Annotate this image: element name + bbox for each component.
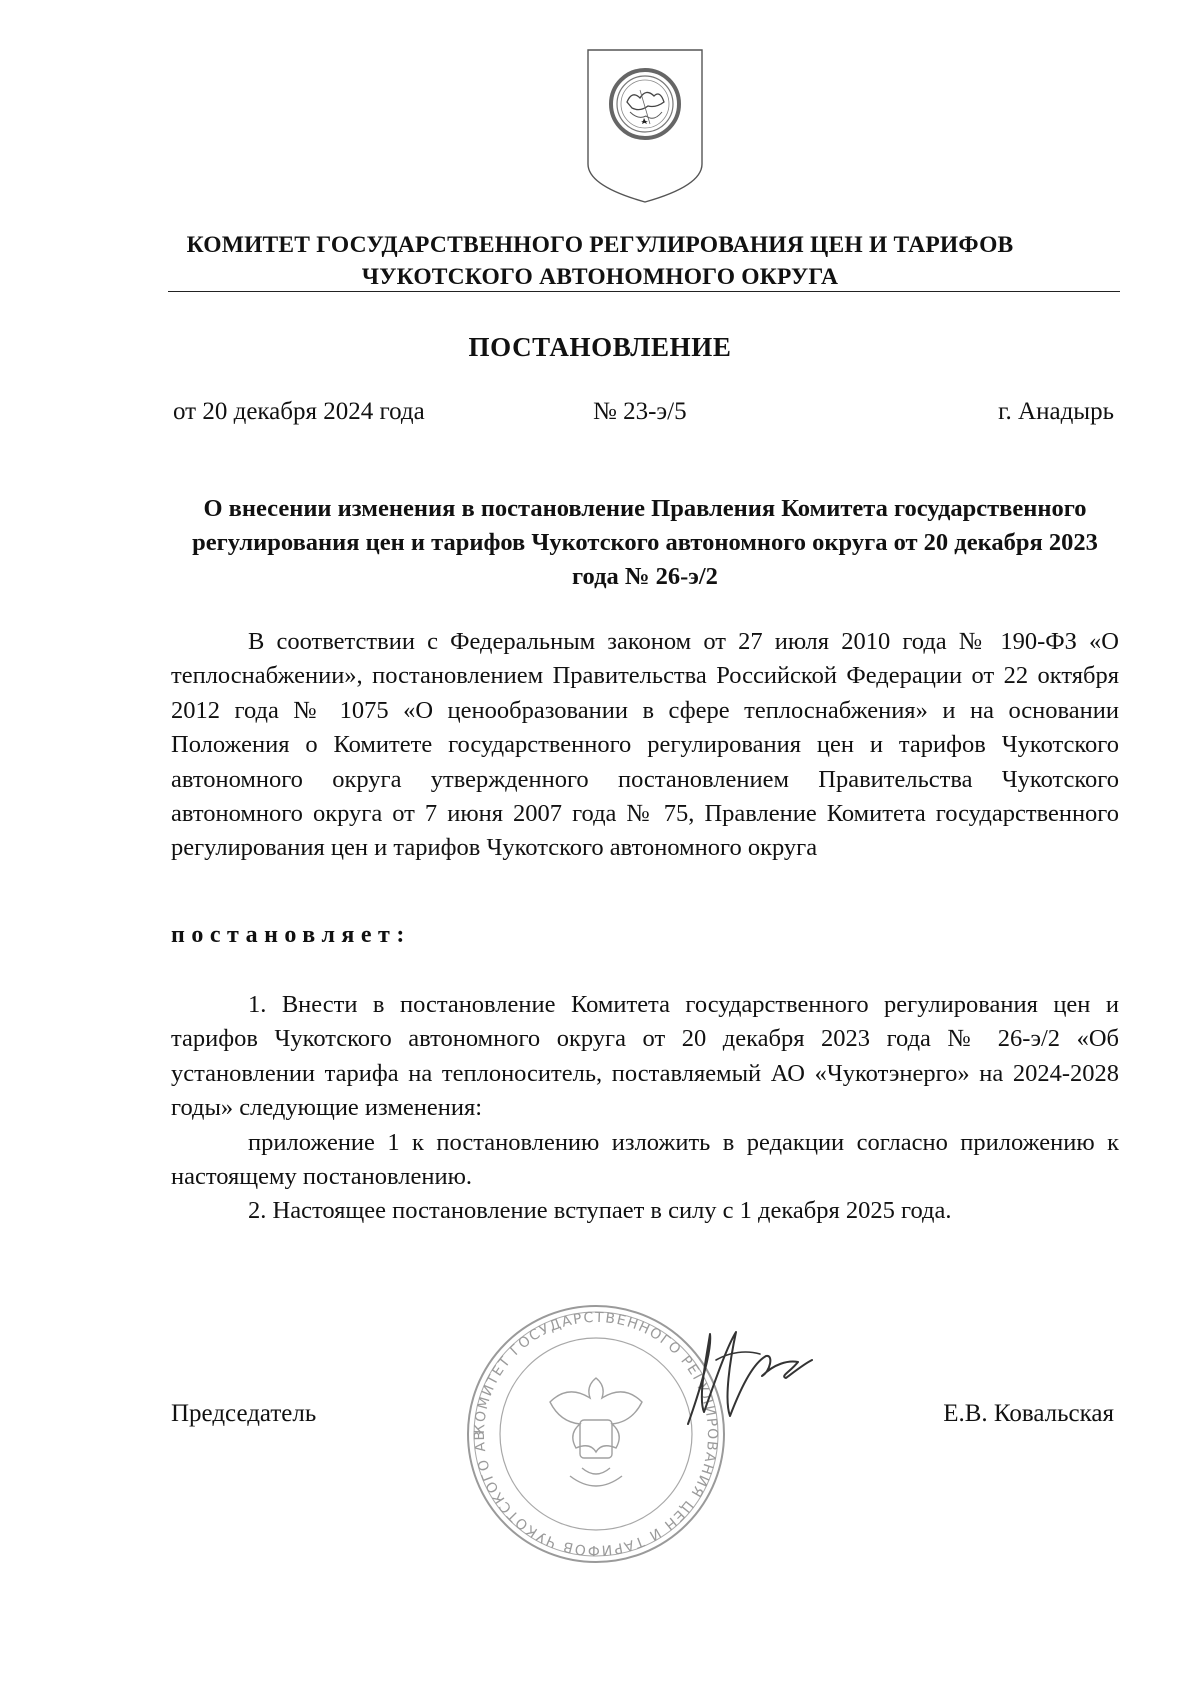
- org-name-line2: ЧУКОТСКОГО АВТОНОМНОГО ОКРУГА: [361, 264, 839, 290]
- header-divider: [168, 291, 1120, 292]
- coat-of-arms-icon: [580, 46, 710, 206]
- handwritten-signature-icon: [670, 1320, 820, 1440]
- resolve-word: постановляет:: [171, 922, 411, 948]
- item-1: 1. Внести в постановление Комитета государственного регулирования цен и тарифов Чукотского автономного округа от 20 декабря 2023 года № 26-э/2 «Об установлении тарифа на теплоноситель, поставляемый АО «Чукотэнерго» на 2024-2028 годы» следующие изменения:: [171, 991, 1119, 1122]
- document-title: О внесении изменения в постановление Правления Комитета государственного регулирования цен и тарифов Чукотского автономного округа от 20 декабря 2023 года № 26-э/2: [192, 495, 1098, 590]
- document-type: ПОСТАНОВЛЕНИЕ: [468, 332, 732, 362]
- seal-text: КОМИТЕТ ГОСУДАРСТВЕННОГО РЕГУЛИРОВАНИЯ ЦЕН И ТАРИФОВ ЧУКОТСКОГО АВ: [471, 1309, 721, 1559]
- org-name-line1: КОМИТЕТ ГОСУДАРСТВЕННОГО РЕГУЛИРОВАНИЯ ЦЕН И ТАРИФОВ: [186, 232, 1014, 258]
- document-date: от 20 декабря 2024 года: [173, 398, 425, 425]
- signatory-name: Е.В. Ковальская: [943, 1400, 1114, 1427]
- preamble-text: В соответствии с Федеральным законом от 27 июля 2010 года № 190-ФЗ «О теплоснабжении», постановлением Правительства Российской Федерации от 22 октября 2012 года № 1075 «О ценообразовании в сфере теплоснабжения» и на основании Положения о Комитете государственного регулирования цен и тарифов Чукотского автономного округа утвержденного постановлением Правительства Чукотского автономного округа от 7 июня 2007 года № 75, Правление Комитета государственного регулирования цен и тарифов Чукотского автономного округа: [171, 628, 1119, 862]
- item-1-sub: приложение 1 к постановлению изложить в редакции согласно приложению к настоящему постановлению.: [171, 1128, 1119, 1191]
- document-number: № 23-э/5: [593, 398, 687, 425]
- preamble: [171, 625, 1119, 866]
- document-city: г. Анадырь: [998, 398, 1114, 425]
- signatory-role: Председатель: [171, 1400, 317, 1427]
- item-2: 2. Настоящее постановление вступает в силу с 1 декабря 2025 года.: [248, 1197, 952, 1225]
- resolution-items: [171, 988, 1119, 1229]
